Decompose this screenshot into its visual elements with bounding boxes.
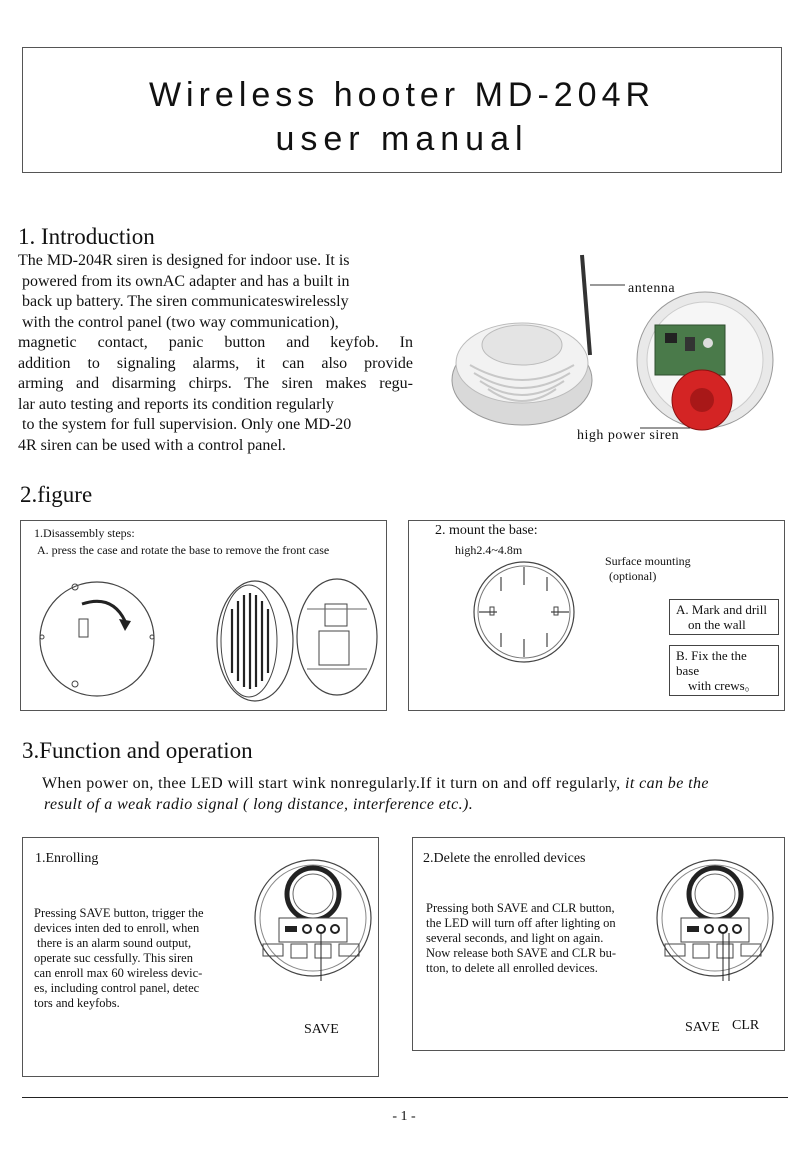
base-plate [40, 582, 154, 696]
enrolling-title: 1.Enrolling [35, 851, 99, 866]
disassembly-title: 1.Disassembly steps: [34, 526, 135, 540]
siren-label: high power siren [577, 428, 680, 443]
disassembly-panel [20, 520, 387, 711]
footer-divider [22, 1097, 788, 1098]
delete-clr-label: CLR [732, 1018, 760, 1033]
inner-assembly [297, 579, 377, 695]
intro-line: to the system for full supervision. Only one MD-20 [22, 416, 352, 433]
delete-text [426, 901, 646, 976]
disassembly-step-a: A. press the case and rotate the base to remove the front case [37, 543, 330, 557]
enroll-save-label: SAVE [304, 1022, 339, 1037]
title-box [22, 47, 782, 173]
delete-line: the LED will turn off after lighting on [426, 916, 616, 930]
delete-panel [412, 837, 785, 1051]
intro-line: addition to signaling alarms, it can also provide [18, 354, 413, 372]
function-heading: 3.Function and operation [22, 738, 253, 763]
delete-title: 2.Delete the enrolled devices [423, 851, 586, 866]
title-line-1: Wireless hooter MD-204R [148, 76, 656, 114]
intro-line: magnetic contact, panic button and keyfob. In [18, 334, 413, 351]
enrolling-line: Pressing SAVE button, trigger the [34, 906, 204, 920]
delete-line: Now release both SAVE and CLR bu- [426, 946, 617, 960]
enrolling-text [34, 906, 234, 1011]
mount-panel [408, 520, 785, 711]
intro-line: powered from its ownAC adapter and has a built in [22, 272, 350, 290]
function-text-italic-1: it can be the [625, 775, 709, 792]
delete-board-illustration [653, 856, 778, 981]
figure-heading: 2.figure [20, 482, 93, 507]
mount-step-a-line1: A. Mark and drill [676, 602, 767, 617]
mount-step-a [669, 599, 779, 635]
surface-optional-label: (optional) [609, 569, 657, 583]
title-line-2: user manual [275, 120, 529, 158]
function-text-normal: When power on, thee LED will start wink nonregularly.If it turn on and off regularly, [42, 775, 621, 792]
function-text [42, 773, 792, 815]
delete-line: several seconds, and light on again. [426, 931, 604, 945]
enroll-board-illustration [251, 856, 376, 981]
surface-mounting-label: Surface mounting [605, 554, 691, 568]
enrolling-line: devices inten ded to enroll, when [34, 921, 200, 935]
mount-height: high2.4~4.8m [455, 543, 523, 557]
disassembly-illustration [27, 569, 382, 709]
mount-step-a-line2: on the wall [688, 617, 746, 632]
introduction-text [18, 251, 413, 456]
enrolling-panel [22, 837, 379, 1077]
intro-line: The MD-204R siren is designed for indoor use. It is [18, 252, 350, 269]
mount-step-b-line2: with crews。 [688, 678, 758, 693]
intro-line: back up battery. The siren communicateswirelessly [22, 293, 349, 310]
delete-save-label: SAVE [685, 1020, 720, 1035]
enrolling-line: tors and keyfobs. [34, 996, 120, 1010]
enrolling-line: can enroll max 60 wireless devic- [34, 966, 203, 980]
mount-step-b [669, 645, 779, 696]
intro-line: 4R siren can be used with a control panel. [18, 436, 286, 454]
intro-line: with the control panel (two way communication), [22, 313, 339, 331]
function-text-italic-2: result of a weak radio signal ( long distance, interference etc.). [44, 796, 474, 813]
intro-line: arming and disarming chirps. The siren makes regu- [18, 375, 413, 392]
enrolling-line: operate suc cessfully. This siren [34, 951, 193, 965]
intro-line: lar auto testing and reports its condition regularly [18, 395, 334, 413]
introduction-heading: 1. Introduction [18, 224, 155, 249]
delete-line: Pressing both SAVE and CLR button, [426, 901, 615, 915]
enrolling-line: es, including control panel, detec [34, 981, 200, 995]
delete-line: tton, to delete all enrolled devices. [426, 961, 598, 975]
siren-photo [440, 245, 785, 450]
page-number: - 1 - [392, 1109, 416, 1124]
antenna-rod [582, 255, 590, 355]
mount-step-b-line1: B. Fix the the base [676, 648, 747, 678]
enrolling-line: there is an alarm sound output, [37, 936, 192, 950]
mount-title: 2. mount the base: [435, 523, 538, 538]
mount-base-illustration [471, 557, 581, 667]
antenna-label: antenna [628, 281, 676, 296]
